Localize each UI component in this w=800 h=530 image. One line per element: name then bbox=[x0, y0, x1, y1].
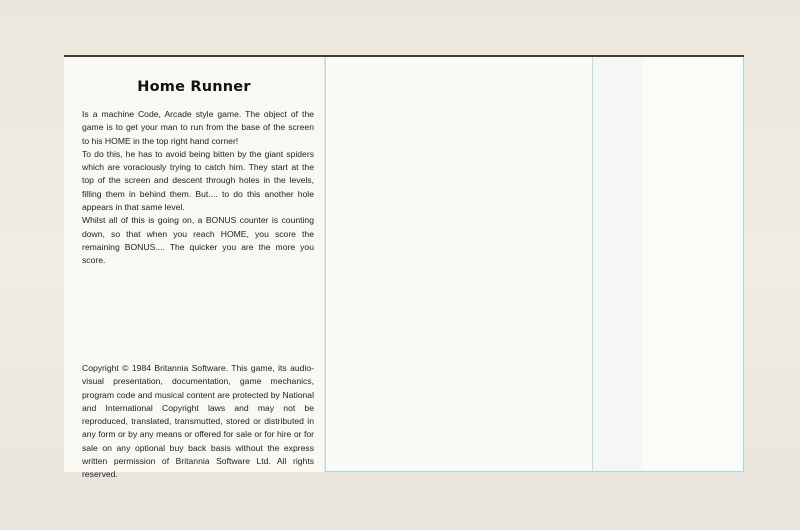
inlay-back-panel bbox=[64, 57, 325, 480]
cassette-inlay-sheet bbox=[64, 55, 744, 480]
inlay-blank-panel bbox=[325, 57, 593, 472]
inlay-front-flap bbox=[643, 57, 744, 472]
game-title: Home Runner bbox=[137, 79, 251, 95]
inlay-spine-panel bbox=[592, 57, 645, 472]
description-paragraph: Whilst all of this is going on, a BONUS counter is counting down, so that when you reach HOME, you score the remaining BONUS.... The quicker you are the more you score. bbox=[82, 215, 314, 266]
game-description bbox=[82, 108, 314, 268]
copyright-notice: Copyright © 1984 Britannia Software. This game, its audio-visual presentation, documentation, game mechanics, program code and musical content are protected by National and International Copyright laws and may not be reproduced, translated, transmutted, stored or distributed in any form or by any means or offered for sale or for hire or for sale on any optional buy back basis without the express written permission of Britannia Software Ltd. All rights reserved. bbox=[82, 363, 314, 480]
description-paragraph: To do this, he has to avoid being bitten by the giant spiders which are voraciously trying to catch him. They start at the top of the screen and descent through holes in the levels, filling them in behind them. But.... to do this another hole appears in that same level. bbox=[82, 148, 314, 213]
description-paragraph: Is a machine Code, Arcade style game. The object of the game is to get your man to run from the base of the screen to his HOME in the top right hand corner! bbox=[82, 109, 314, 146]
